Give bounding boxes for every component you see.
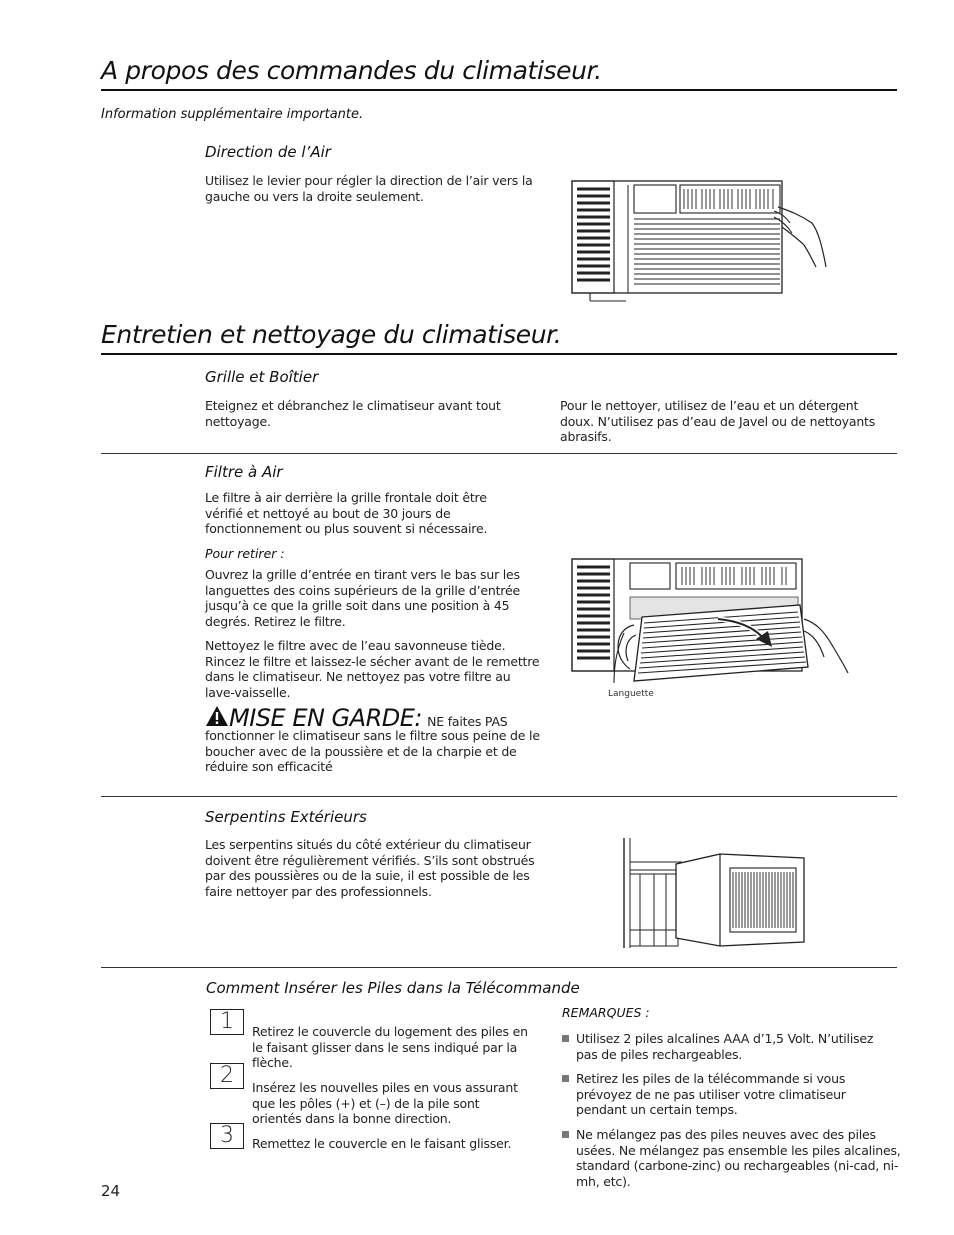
warning-icon [205,705,229,727]
section-title-maintenance: Entretien et nettoyage du climatiseur. [101,320,562,349]
grille-heading: Grille et Boîtier [205,368,319,386]
ac-unit-louver-illustration [568,175,830,305]
step-text: Remettez le couvercle en le faisant glisser. [252,1136,512,1151]
filter-removal-illustration [568,555,853,685]
page-number: 24 [101,1182,121,1200]
air-direction-text: Utilisez le levier pour régler la direction de l’air vers la gauche ou vers la droite seulement. [205,173,533,204]
intro-text: Information supplémentaire importante. [101,107,364,122]
caution-lead: NE faites PAS [427,714,508,729]
remove-text: Ouvrez la grille d’entrée en tirant vers le bas sur les languettes des coins supérieurs de la grille d’entrée jusqu’à ce que la grille soit dans une position à 45 degrés. Retirez le filtre. [205,567,520,629]
step-text: Retirez le couvercle du logement des piles en le faisant glisser dans le sens indiqué par la flèche. [252,1024,528,1070]
note-item [562,1071,876,1118]
step-number: 1 [210,1009,244,1035]
coils-heading: Serpentins Extérieurs [205,808,367,826]
note-text: Utilisez 2 piles alcalines AAA d’1,5 Volt. N’utilisez pas de piles rechargeables. [576,1031,874,1062]
note-item [562,1127,906,1189]
notes-label: REMARQUES : [562,1005,650,1020]
section-title-controls: A propos des commandes du climatiseur. [101,56,602,85]
clean-text: Nettoyez le filtre avec de l’eau savonneuse tiède. Rincez le filtre et laissez-le sécher avant de le remettre dans le climatiseur. Ne nettoyez pas votre filtre au lave-vaisselle. [205,638,540,700]
bullet-square-icon [562,1131,569,1138]
grille-text-right: Pour le nettoyer, utilisez de l’eau et un détergent doux. N’utilisez pas d’eau de Javel ou de nettoyants abrasifs. [560,398,876,444]
remove-label: Pour retirer : [205,546,285,561]
section-divider [101,967,897,968]
step-number: 2 [210,1063,244,1089]
grille-text-left: Eteignez et débranchez le climatiseur avant tout nettoyage. [205,398,501,429]
batteries-heading: Comment Insérer les Piles dans la Télécommande [206,979,580,997]
outdoor-coils-illustration [620,834,808,952]
step-number: 3 [210,1123,244,1149]
caution-text: fonctionner le climatiseur sans le filtre sous peine de le boucher avec de la poussière et de la charpie et de réduire son efficacité [205,728,540,774]
caution-block [205,704,545,775]
bullet-square-icon [562,1035,569,1042]
coils-text: Les serpentins situés du côté extérieur du climatiseur doivent être régulièrement vérifiés. S’ils sont obstrués par des poussières ou de la suie, il est possible de les faire nettoyer par des professionnels. [205,837,535,899]
filter-heading: Filtre à Air [205,463,283,481]
air-direction-heading: Direction de l’Air [205,143,331,161]
note-text: Retirez les piles de la télécommande si vous prévoyez de ne pas utiliser votre climatiseur pendant un certain temps. [576,1071,846,1117]
section-divider [101,453,897,454]
title-rule [101,89,897,91]
caution-label: MISE EN GARDE: [229,704,422,732]
filter-text: Le filtre à air derrière la grille frontale doit être vérifié et nettoyé au bout de 30 jours de fonctionnement ou plus souvent si nécessaire. [205,490,488,536]
tab-label: Languette [608,689,654,699]
title-rule [101,353,897,355]
section-divider [101,796,897,797]
step-text: Insérez les nouvelles piles en vous assurant que les pôles (+) et (–) de la pile sont orientés dans la bonne direction. [252,1080,518,1126]
bullet-square-icon [562,1075,569,1082]
note-item [562,1031,894,1062]
note-text: Ne mélangez pas des piles neuves avec des piles usées. Ne mélangez pas ensemble les piles alcalines, standard (carbone-zinc) ou rechargeables (ni-cad, ni-mh, etc). [576,1127,901,1189]
